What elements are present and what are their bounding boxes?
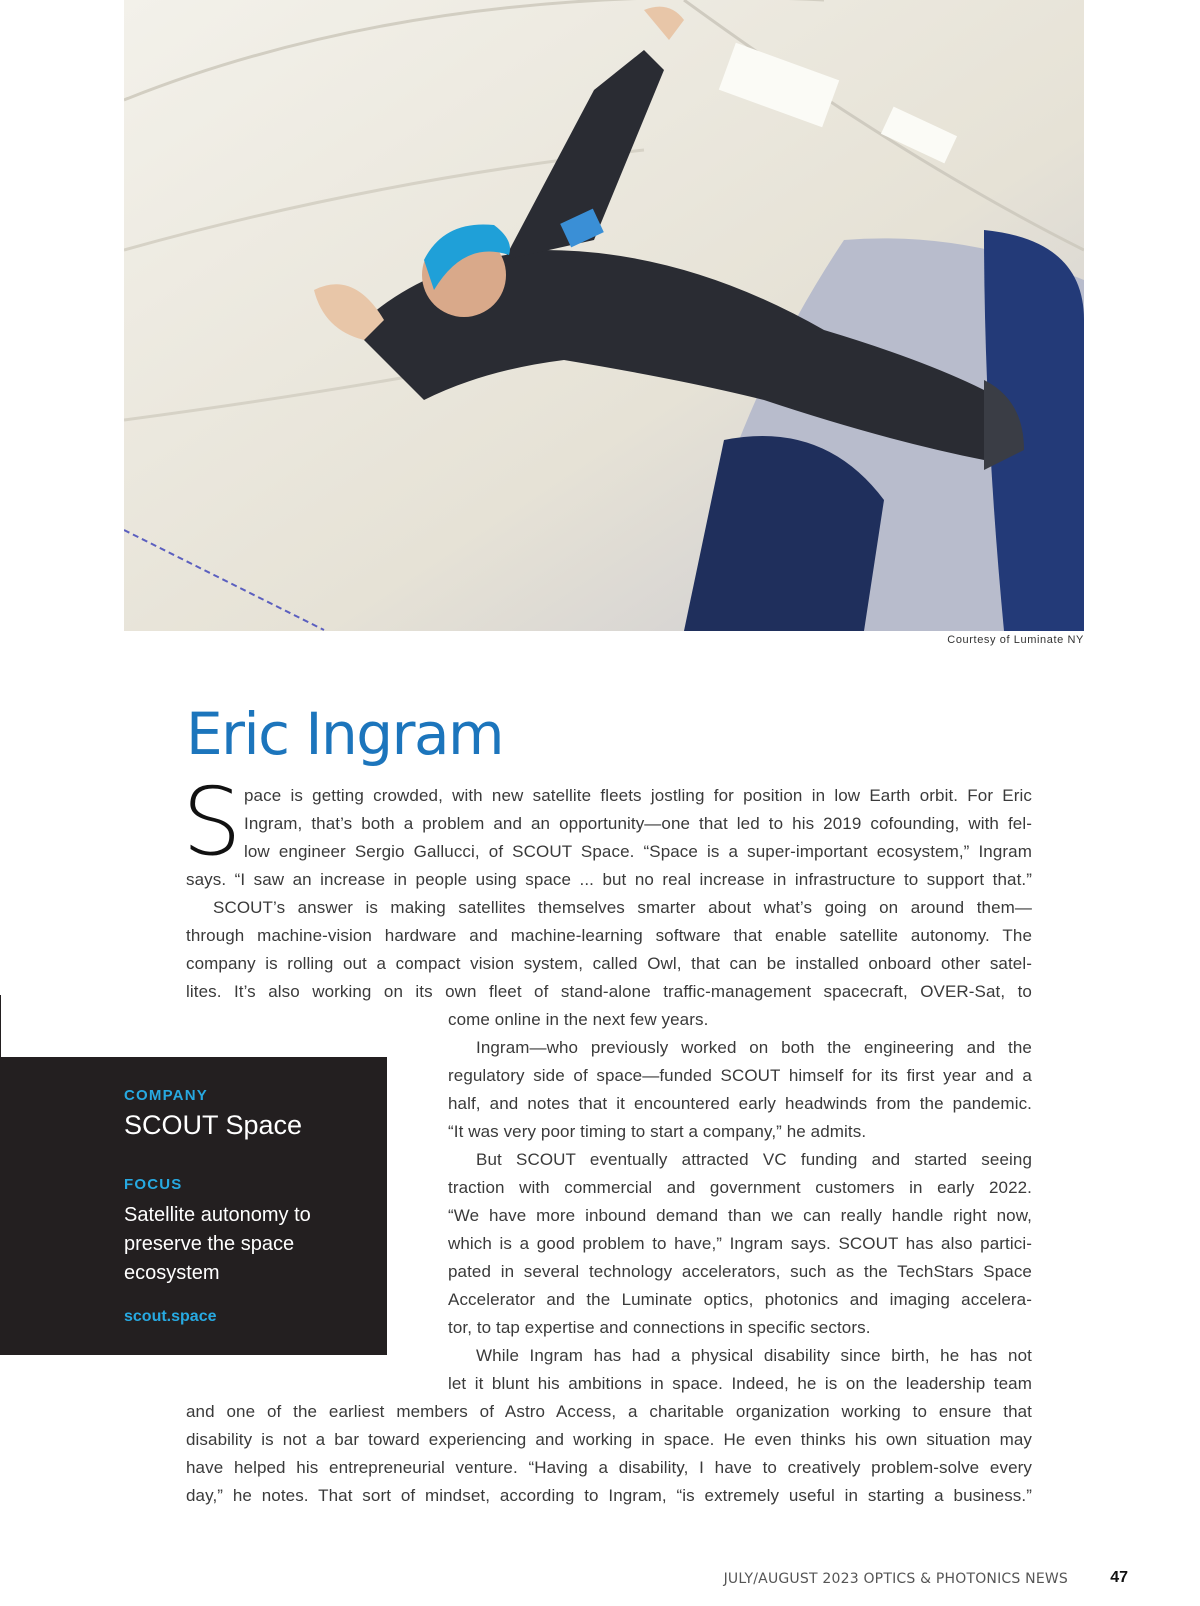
- body-line: tor, to tap expertise and connections in specific sectors.: [448, 1318, 871, 1337]
- body-line: which is a good problem to have,” Ingram says. SCOUT has also partici-: [448, 1234, 1032, 1253]
- body-line: “It was very poor timing to start a company,” he admits.: [448, 1122, 867, 1141]
- body-line: pated in several technology accelerators, such as the TechStars Space: [448, 1262, 1032, 1281]
- body-line: have helped his entrepreneurial venture. “Having a disability, I have to creatively problem-solve every: [186, 1458, 1032, 1477]
- body-line: lites. It’s also working on its own fleet of stand-alone traffic-management spacecraft, OVER-Sat, to: [186, 982, 1032, 1001]
- focus-text: Satellite autonomy to preserve the space ecosystem: [124, 1204, 311, 1284]
- body-line: day,” he notes. That sort of mindset, according to Ingram, “is extremely useful in starting a business.”: [186, 1486, 1032, 1505]
- body-line: While Ingram has had a physical disability since birth, he has not: [476, 1346, 1032, 1365]
- body-line: let it blunt his ambitions in space. Indeed, he is on the leadership team: [448, 1374, 1032, 1393]
- body-line: “We have more inbound demand than we can really handle right now,: [448, 1206, 1032, 1225]
- body-line: SCOUT’s answer is making satellites themselves smarter about what’s going on around them—: [213, 898, 1032, 917]
- focus-label: FOCUS: [124, 1176, 183, 1193]
- body-line: regulatory side of space—funded SCOUT himself for its first year and a: [448, 1066, 1032, 1085]
- astronaut-zero-gravity-photo: [124, 0, 1084, 631]
- page-number: 47: [1110, 1569, 1128, 1586]
- body-line: Ingram, that’s both a problem and an opportunity—one that led to his 2019 cofounding, with fel-: [244, 814, 1032, 833]
- body-line: pace is getting crowded, with new satellite fleets jostling for position in low Earth orbit. For Eric: [244, 786, 1032, 805]
- body-line: come online in the next few years.: [448, 1010, 709, 1029]
- body-line: Accelerator and the Luminate optics, photonics and imaging accelera-: [448, 1290, 1032, 1309]
- body-line: Ingram—who previously worked on both the engineering and the: [476, 1038, 1032, 1057]
- body-line: But SCOUT eventually attracted VC funding and started seeing: [476, 1150, 1032, 1169]
- body-line: half, and notes that it encountered early headwinds from the pandemic.: [448, 1094, 1032, 1113]
- sidebar-rule: [0, 995, 1, 1057]
- body-line: through machine-vision hardware and machine-learning software that enable satellite autonomy. The: [186, 926, 1032, 945]
- body-line: and one of the earliest members of Astro Access, a charitable organization working to ensure that: [186, 1402, 1032, 1421]
- body-line: traction with commercial and government customers in early 2022.: [448, 1178, 1032, 1197]
- article-title: Eric Ingram: [186, 700, 503, 768]
- body-line: company is rolling out a compact vision system, called Owl, that can be installed onboard other satel-: [186, 954, 1032, 973]
- photo-credit: Courtesy of Luminate NY: [947, 634, 1084, 646]
- company-url-link[interactable]: scout.space: [124, 1308, 217, 1325]
- company-label: COMPANY: [124, 1087, 208, 1104]
- footer-issue: JULY/AUGUST 2023 OPTICS & PHOTONICS NEWS: [723, 1571, 1068, 1587]
- body-line: low engineer Sergio Gallucci, of SCOUT Space. “Space is a super-important ecosystem,” Ingram: [244, 842, 1032, 861]
- drop-cap: S: [182, 768, 242, 877]
- body-line: says. “I saw an increase in people using space ... but no real increase in infrastructure to support that.”: [186, 870, 1032, 889]
- company-name: SCOUT Space: [124, 1110, 303, 1140]
- body-line: disability is not a bar toward experiencing and working in space. He even thinks his own situation may: [186, 1430, 1032, 1449]
- article-photo: [124, 0, 1084, 631]
